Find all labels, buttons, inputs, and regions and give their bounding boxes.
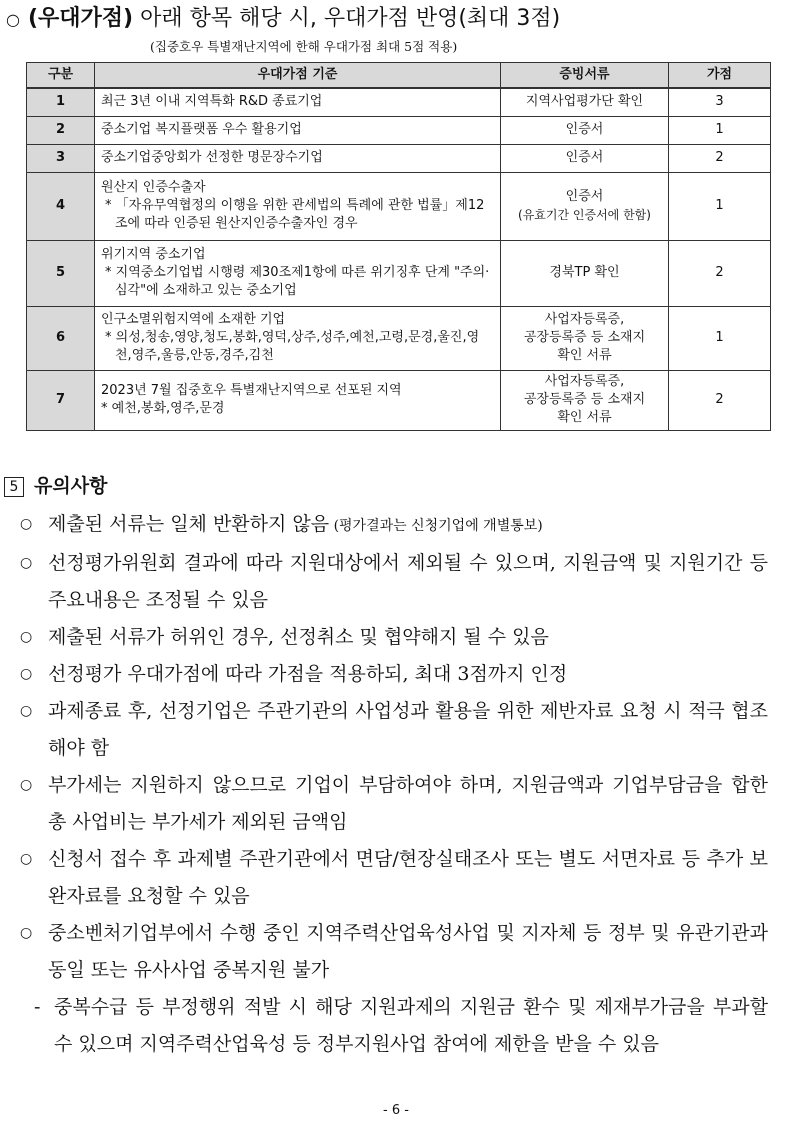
bullet-icon: ○ <box>20 629 33 645</box>
bullet-icon: ○ <box>6 10 20 29</box>
list-item: ○ 제출된 서류는 일체 반환하지 않음 (평가결과는 신청기업에 개별통보) <box>20 506 768 545</box>
points-cell: 2 <box>669 370 771 430</box>
section-number-box: 5 <box>4 477 24 497</box>
table-row <box>27 88 771 116</box>
points-cell: 3 <box>669 88 771 116</box>
document-cell: 인증서 <box>501 144 669 172</box>
table-row <box>27 144 771 172</box>
criteria-cell: 인구소멸위험지역에 소재한 기업 * 의성,청송,영양,청도,봉화,영덕,상주,성주,예천,고령,문경,울진,영천,영주,울릉,안동,경주,김천 <box>95 306 501 370</box>
bullet-icon: ○ <box>20 666 33 682</box>
col-header-documents: 증빙서류 <box>501 63 669 89</box>
list-item: ○ 과제종료 후, 선정기업은 주관기관의 사업성과 활용을 위한 제반자료 요청 시 적극 협조해야 함 <box>20 693 768 767</box>
page-number: - 6 - <box>383 1103 409 1118</box>
criteria-cell: 중소기업중앙회가 선정한 명문장수기업 <box>95 144 501 172</box>
row-number: 5 <box>27 240 95 306</box>
col-header-criteria: 우대가점 기준 <box>95 63 501 89</box>
criteria-cell: 위기지역 중소기업 * 지역중소기업법 시행령 제30조제1항에 따른 위기징후 단계 "주의·심각"에 소재하고 있는 중소기업 <box>95 240 501 306</box>
heading-text: 아래 항목 해당 시, 우대가점 반영(최대 3점) <box>133 6 561 31</box>
table-row <box>27 116 771 144</box>
points-cell: 2 <box>669 144 771 172</box>
col-header-points: 가점 <box>669 63 771 89</box>
row-number: 2 <box>27 116 95 144</box>
criteria-cell: 최근 3년 이내 지역특화 R&D 종료기업 <box>95 88 501 116</box>
document-cell: 사업자등록증, 공장등록증 등 소재지 확인 서류 <box>501 306 669 370</box>
col-header-category: 구분 <box>27 63 95 89</box>
preference-points-table <box>26 62 771 431</box>
bullet-icon: ○ <box>20 703 33 719</box>
criteria-cell: 중소기업 복지플랫폼 우수 활용기업 <box>95 116 501 144</box>
table-row <box>27 370 771 430</box>
list-item: ○ 신청서 접수 후 과제별 주관기관에서 면담/현장실태조사 또는 별도 서면자료 등 추가 보완자료를 요청할 수 있음 <box>20 841 768 915</box>
criteria-cell: 2023년 7월 집중호우 특별재난지역으로 선포된 지역 * 예천,봉화,영주,문경 <box>95 370 501 430</box>
notes-section-title: 5 유의사항 <box>4 471 107 498</box>
points-cell: 2 <box>669 240 771 306</box>
document-cell: 인증서 <box>501 116 669 144</box>
table-row <box>27 172 771 240</box>
points-cell: 1 <box>669 172 771 240</box>
notes-list <box>20 506 768 1063</box>
list-item: ○ 부가세는 지원하지 않으므로 기업이 부담하여야 하며, 지원금액과 기업부담금을 합한 총 사업비는 부가세가 제외된 금액임 <box>20 767 768 841</box>
points-cell: 1 <box>669 306 771 370</box>
dash-marker: - <box>34 996 41 1018</box>
document-cell: 경북TP 확인 <box>501 240 669 306</box>
table-row <box>27 240 771 306</box>
preference-points-heading <box>6 4 560 35</box>
row-number: 6 <box>27 306 95 370</box>
bullet-icon: ○ <box>20 777 33 793</box>
list-item: ○ 제출된 서류가 허위인 경우, 선정취소 및 협약해지 될 수 있음 <box>20 619 768 656</box>
list-item: ○ 선정평가위원회 결과에 따라 지원대상에서 제외될 수 있으며, 지원금액 및 지원기간 등 주요내용은 조정될 수 있음 <box>20 545 768 619</box>
points-cell: 1 <box>669 116 771 144</box>
list-item: ○ 중소벤처기업부에서 수행 중인 지역주력산업육성사업 및 지자체 등 정부 및 유관기관과 동일 또는 유사사업 중복지원 불가 <box>20 915 768 989</box>
sub-list-item: - 중복수급 등 부정행위 적발 시 해당 지원과제의 지원금 환수 및 제재부가금을 부과할 수 있으며 지역주력산업육성 등 정부지원사업 참여에 제한을 받을 수 있음 <box>20 989 768 1063</box>
bullet-icon: ○ <box>20 516 33 532</box>
bullet-icon: ○ <box>20 851 33 867</box>
document-cell: 사업자등록증, 공장등록증 등 소재지 확인 서류 <box>501 370 669 430</box>
criteria-cell: 원산지 인증수출자 * 「자유무역협정의 이행을 위한 관세법의 특례에 관한 법률」제12조에 따라 인증된 원산지인증수출자인 경우 <box>95 172 501 240</box>
table-header-row <box>27 63 771 89</box>
list-item: ○ 선정평가 우대가점에 따라 가점을 적용하되, 최대 3점까지 인정 <box>20 656 768 693</box>
document-cell: 지역사업평가단 확인 <box>501 88 669 116</box>
bullet-icon: ○ <box>20 555 33 571</box>
heading-sub-note: (집중호우 특별재난지역에 한해 우대가점 최대 5점 적용) <box>150 39 458 54</box>
row-number: 4 <box>27 172 95 240</box>
document-cell: 인증서 (유효기간 인증서에 한함) <box>501 172 669 240</box>
row-number: 3 <box>27 144 95 172</box>
row-number: 1 <box>27 88 95 116</box>
heading-label: (우대가점) <box>27 6 134 31</box>
row-number: 7 <box>27 370 95 430</box>
bullet-icon: ○ <box>20 925 33 941</box>
table-row <box>27 306 771 370</box>
